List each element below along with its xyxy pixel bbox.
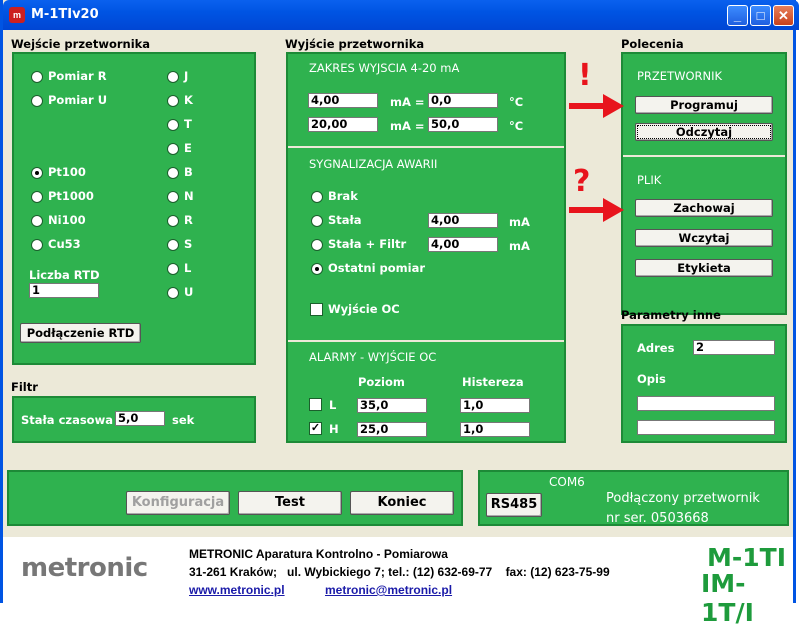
ma-unit-label: mA (509, 239, 530, 253)
radio-label: S (184, 237, 193, 251)
status-connected: Podłączony przetwornik (606, 491, 760, 506)
radio-thermocouple[interactable] (167, 287, 179, 299)
oc-output-label: Wyjście OC (328, 302, 400, 316)
commands-title: Polecenia (621, 37, 684, 51)
status-serial: nr ser. 0503668 (606, 511, 709, 526)
minimize-button[interactable]: _ (727, 5, 748, 26)
radio-label: Brak (328, 189, 358, 203)
other-params-panel (621, 324, 787, 443)
alarms-title: ALARMY - WYJŚCIE OC (309, 350, 437, 364)
actions-panel (7, 470, 463, 526)
alarm-low-label: L (329, 398, 337, 412)
radio-pt1000[interactable] (31, 191, 43, 203)
question-mark: ? (573, 164, 591, 199)
rs485-button[interactable]: RS485 (486, 493, 542, 517)
radio-pomiar-r[interactable] (31, 71, 43, 83)
radio-thermocouple[interactable] (167, 263, 179, 275)
alarm-high-level-input[interactable]: 25,0 (357, 422, 427, 437)
radio-thermocouple[interactable] (167, 215, 179, 227)
program-button[interactable]: Programuj (635, 96, 773, 114)
filter-panel (12, 396, 256, 443)
separator (288, 146, 564, 148)
radio-cu53[interactable] (31, 239, 43, 251)
radio-thermocouple[interactable] (167, 119, 179, 131)
footer (3, 537, 793, 627)
metronic-logo: metronic (21, 553, 148, 583)
input-section-title: Wejście przetwornika (11, 37, 151, 51)
alarm-low-level-input[interactable]: 35,0 (357, 398, 427, 413)
checkmark-icon: ✓ (310, 422, 321, 434)
radio-label: Stała + Filtr (328, 237, 407, 251)
rtd-count-label: Liczba RTD (29, 268, 100, 282)
level-header: Poziom (358, 375, 405, 389)
radio-label: L (184, 261, 192, 275)
save-button[interactable]: Zachowaj (635, 199, 773, 217)
label-button[interactable]: Etykieta (635, 259, 773, 277)
model-name-2: IM-1T/I (701, 569, 754, 627)
separator (623, 155, 785, 157)
description-label: Opis (637, 372, 666, 386)
title-bar[interactable] (3, 0, 799, 30)
radio-label: Ni100 (48, 213, 86, 227)
company-address: 31-261 Kraków; ul. Wybickiego 7; tel.: (12) 632-69-77 fax: (12) 623-75-99 (189, 565, 610, 579)
maximize-button[interactable]: □ (750, 5, 771, 26)
converter-title: PRZETWORNIK (637, 69, 723, 83)
radio-failure-last-measurement[interactable] (311, 263, 323, 275)
hysteresis-header: Histereza (462, 375, 524, 389)
arrow-right-icon (569, 92, 625, 120)
radio-label: N (184, 189, 194, 203)
radio-label: Pomiar R (48, 69, 107, 83)
app-icon: m (9, 7, 25, 23)
alarm-low-hysteresis-input[interactable]: 1,0 (460, 398, 530, 413)
failure-constant-filter-input[interactable]: 4,00 (428, 237, 498, 252)
description-input-1[interactable] (637, 396, 775, 411)
close-button[interactable]: ✕ (773, 5, 794, 26)
email-link[interactable]: metronic@metronic.pl (325, 583, 453, 597)
port-label: COM6 (549, 475, 585, 489)
radio-failure-constant[interactable] (311, 215, 323, 227)
radio-label: Pt1000 (48, 189, 94, 203)
radio-thermocouple[interactable] (167, 71, 179, 83)
test-button[interactable]: Test (238, 491, 342, 515)
window-title: M-1TIv20 (31, 7, 99, 22)
failure-constant-input[interactable]: 4,00 (428, 213, 498, 228)
commands-panel (621, 52, 787, 315)
connection-panel (478, 470, 789, 526)
alarm-high-label: H (329, 422, 339, 436)
range-ma-low-input[interactable]: 4,00 (308, 93, 378, 108)
unit-label: °C (509, 95, 524, 109)
radio-label: R (184, 213, 193, 227)
rtd-count-input[interactable]: 1 (29, 283, 99, 298)
radio-failure-none[interactable] (311, 191, 323, 203)
radio-failure-constant-filter[interactable] (311, 239, 323, 251)
radio-label: K (184, 93, 193, 107)
time-constant-label: Stała czasowa (21, 413, 113, 427)
radio-ni100[interactable] (31, 215, 43, 227)
radio-thermocouple[interactable] (167, 167, 179, 179)
address-label: Adres (637, 341, 675, 355)
radio-label: J (184, 69, 189, 83)
oc-output-checkbox[interactable] (310, 303, 323, 316)
radio-thermocouple[interactable] (167, 239, 179, 251)
range-temp-high-input[interactable]: 50,0 (428, 117, 498, 132)
address-input[interactable]: 2 (693, 340, 775, 355)
ma-equals-label: mA = (390, 119, 425, 133)
unit-label: °C (509, 119, 524, 133)
rtd-connection-button[interactable]: Podłączenie RTD (20, 323, 141, 343)
radio-label: Pt100 (48, 165, 86, 179)
client-area (3, 30, 793, 627)
company-name: METRONIC Aparatura Kontrolno - Pomiarowa (189, 547, 448, 561)
model-name-1: M-1TI (707, 543, 787, 572)
range-temp-low-input[interactable]: 0,0 (428, 93, 498, 108)
arrow-right-icon (569, 196, 625, 224)
filter-title: Filtr (11, 380, 38, 394)
description-input-2[interactable] (637, 420, 775, 435)
ma-unit-label: mA (509, 215, 530, 229)
radio-thermocouple[interactable] (167, 95, 179, 107)
time-unit-label: sek (172, 413, 195, 427)
exclamation-mark: ! (578, 58, 592, 93)
time-constant-input[interactable]: 5,0 (115, 411, 165, 426)
radio-label: Pomiar U (48, 93, 108, 107)
failure-signal-title: SYGNALIZACJA AWARII (309, 157, 438, 171)
separator (288, 340, 564, 342)
website-link[interactable]: www.metronic.pl (189, 583, 285, 597)
radio-label: U (184, 285, 194, 299)
radio-pomiar-u[interactable] (31, 95, 43, 107)
alarm-high-hysteresis-input[interactable]: 1,0 (460, 422, 530, 437)
radio-label: E (184, 141, 192, 155)
load-button[interactable]: Wczytaj (635, 229, 773, 247)
range-ma-high-input[interactable]: 20,00 (308, 117, 378, 132)
radio-label: B (184, 165, 193, 179)
range-title: ZAKRES WYJSCIA 4-20 mA (309, 61, 460, 75)
radio-thermocouple[interactable] (167, 143, 179, 155)
input-panel (12, 52, 256, 365)
output-panel (286, 52, 566, 443)
alarm-low-checkbox[interactable] (309, 398, 322, 411)
output-section-title: Wyjście przetwornika (285, 37, 425, 51)
exit-button[interactable]: Koniec (350, 491, 454, 515)
radio-pt100[interactable] (31, 167, 43, 179)
file-title: PLIK (637, 173, 662, 187)
radio-label: T (184, 117, 192, 131)
configuration-button[interactable]: Konfiguracja (126, 491, 230, 515)
radio-thermocouple[interactable] (167, 191, 179, 203)
other-params-title: Parametry inne (621, 308, 721, 322)
read-button[interactable]: Odczytaj (635, 123, 773, 141)
ma-equals-label: mA = (390, 95, 425, 109)
alarm-high-checkbox[interactable] (309, 422, 322, 435)
radio-label: Cu53 (48, 237, 81, 251)
radio-label: Ostatni pomiar (328, 261, 425, 275)
radio-label: Stała (328, 213, 362, 227)
